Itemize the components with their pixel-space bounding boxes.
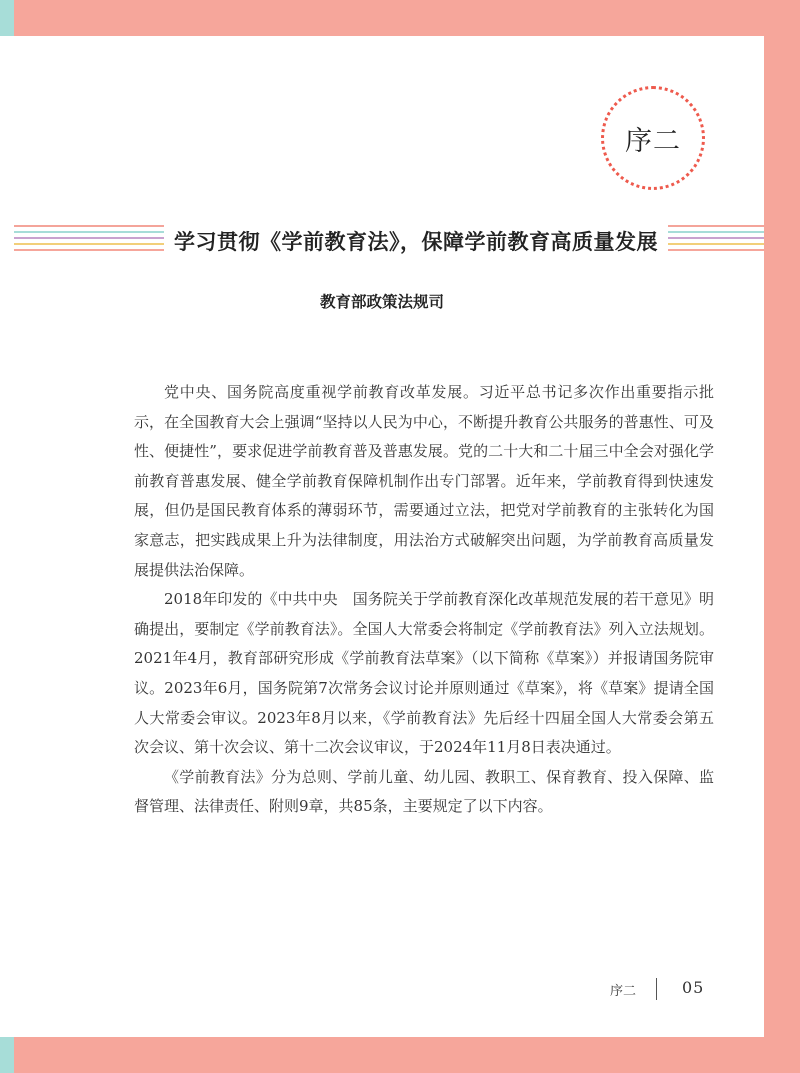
preface-badge-label: 序二	[625, 125, 681, 157]
page-number: 05	[682, 978, 705, 997]
paragraph: 《学前教育法》分为总则、学前儿童、幼儿园、教职工、保育教育、投入保障、监督管理、法律责任、附则9章，共85条，主要规定了以下内容。	[134, 767, 714, 816]
stripe-line	[14, 243, 164, 245]
paragraph: 党中央、国务院高度重视学前教育改革发展。习近平总书记多次作出重要指示批示，在全国教育大会上强调“坚持以人民为中心，不断提升教育公共服务的普惠性、可及性、便捷性”，要求促进学前教育普及普惠发展。党的二十大和二十届三中全会对强化学前教育普惠发展、健全学前教育保障机制作出专门部署。近年来，学前教育得到快速发展，但仍是国民教育体系的薄弱环节，需要通过立法，把党对学前教育的主张转化为国家意志，把实践成果上升为法律制度，用法治方式破解突出问题，为学前教育高质量发展提供法治保障。	[134, 383, 714, 579]
stripe-line	[668, 243, 764, 245]
stripe-line	[14, 249, 164, 251]
body-text	[134, 378, 714, 822]
stripe-line	[668, 225, 764, 227]
preface-badge	[601, 86, 705, 190]
bottom-border-band	[0, 1037, 800, 1073]
bottom-corner-accent	[0, 1037, 14, 1073]
top-border-band	[0, 0, 800, 36]
paragraph: 2018年印发的《中共中央 国务院关于学前教育深化改革规范发展的若干意见》明确提出，要制定《学前教育法》。全国人大常委会将制定《学前教育法》列入立法规划。2021年4月，教育部研究形成《学前教育法草案》（以下简称《草案》）并报请国务院审议。2023年6月，国务院第7次常务会议讨论并原则通过《草案》，将《草案》提请全国人大常委会审议。2023年8月以来，《学前教育法》先后经十四届全国人大常委会第五次会议、第十次会议、第十二次会议审议，于2024年11月8日表决通过。	[134, 590, 714, 757]
footer-divider	[656, 978, 657, 1000]
author-line: 教育部政策法规司	[319, 293, 444, 311]
right-border-band	[764, 0, 800, 1073]
stripe-line	[14, 237, 164, 239]
title-stripes-left	[14, 225, 164, 255]
stripe-line	[668, 231, 764, 233]
stripe-line	[668, 237, 764, 239]
document-title: 学习贯彻《学前教育法》，保障学前教育高质量发展	[174, 230, 658, 254]
stripe-line	[14, 225, 164, 227]
footer-section-label: 序二	[610, 984, 637, 999]
title-stripes-right	[668, 225, 764, 255]
stripe-line	[14, 231, 164, 233]
stripe-line	[668, 249, 764, 251]
top-corner-accent	[0, 0, 14, 36]
